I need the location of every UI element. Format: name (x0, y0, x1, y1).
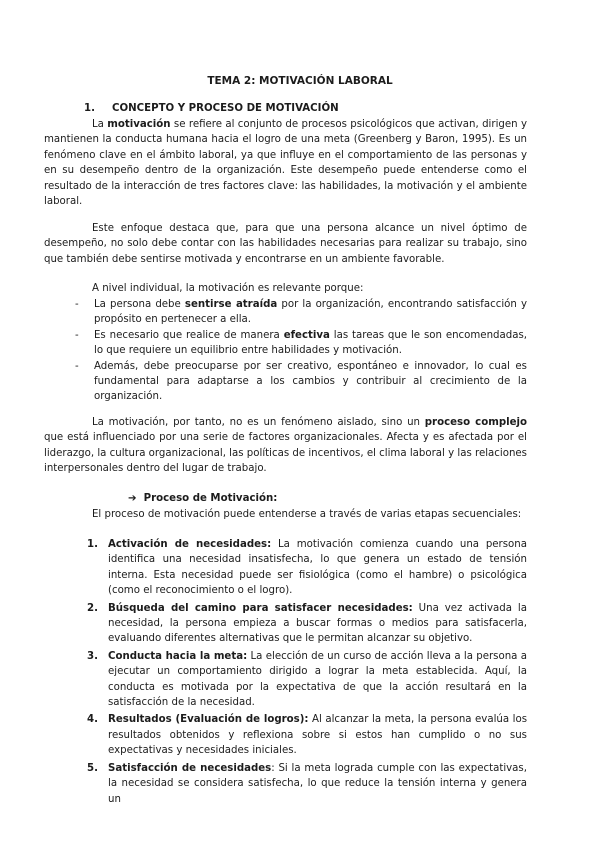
relevance-list (75, 297, 527, 405)
step-title: Conducta hacia la meta: (108, 650, 248, 662)
step-title: Activación de necesidades: (108, 539, 272, 550)
text-run: las tareas que le son encomendadas, lo que requiere un equilibrio entre habilidades y motivación. (94, 329, 527, 357)
step-number: 4. (87, 714, 98, 726)
section-heading (84, 101, 339, 116)
bold-term: proceso complejo (424, 417, 528, 428)
paragraph-definition (44, 117, 527, 209)
step-number: 1. (87, 539, 98, 550)
step-number: 3. (87, 650, 98, 662)
step-text: Al alcanzar la meta, la persona evalúa los resultados obtenidos y reflexiona sobre si estos han cumplido o no sus expectativas y necesidades iniciales. (108, 714, 527, 757)
page-title: TEMA 2: MOTIVACIÓN LABORAL (207, 75, 393, 87)
step-text: La motivación comienza cuando una persona identifica una necesidad insatisfecha, lo que genera un estado de tensión interna. Esta necesidad puede ser fisiológica (como el hambre) o psicológica (como el reconocimiento o el logro). (108, 539, 527, 597)
step-text: Una vez activada la necesidad, la persona empieza a buscar formas o medios para satisfacerla, evaluando diferentes alternativas que le permitan alcanzar su objetivo. (108, 602, 527, 645)
text-run: que está influenciado por una serie de factores organizacionales. Afecta y es afectada por el liderazgo, la cultura organizacional, las políticas de incentivos, el clima laboral y las relaciones interpersonales dentro del lugar de trabajo. (44, 432, 527, 475)
bold-term: efectiva (283, 329, 330, 341)
dash-marker: - (75, 299, 79, 310)
list-item (75, 297, 527, 328)
text-run: Además, debe preocuparse por ser creativo, espontáneo e innovador, lo cual es fundamental para adaptarse a los cambios y contribuir al crecimiento de la organización. (94, 360, 527, 403)
text-run: La (92, 119, 108, 130)
arrow-icon: ➔ (128, 493, 137, 504)
list-item (87, 761, 527, 807)
step-number: 2. (87, 602, 98, 614)
list-item (75, 359, 527, 405)
step-title: Resultados (Evaluación de logros): (108, 714, 309, 726)
process-steps-list (87, 537, 527, 809)
paragraph-process-intro: El proceso de motivación puede entenderse a través de varias etapas secuenciales: (92, 509, 522, 520)
list-item (87, 712, 527, 758)
text-run: por la organización, encontrando satisfacción y propósito en pertenecer a ella. (94, 299, 527, 326)
step-number: 5. (87, 762, 98, 774)
list-item (87, 649, 527, 711)
section-title: CONCEPTO Y PROCESO DE MOTIVACIÓN (112, 103, 339, 114)
text-run: Es necesario que realice de manera (94, 329, 284, 341)
section-number: 1. (84, 103, 95, 114)
subheading-process (128, 491, 277, 506)
paragraph-approach: Este enfoque destaca que, para que una persona alcance un nivel óptimo de desempeño, no solo debe contar con las habilidades necesarias para realizar su trabajo, sino que también debe sentirse motivada y encontrarse en un ambiente favorable. (44, 223, 527, 265)
step-title: Búsqueda del camino para satisfacer necesidades: (108, 602, 413, 614)
step-title: Satisfacción de necesidades (108, 762, 272, 774)
list-item (87, 537, 527, 599)
dash-marker: - (75, 360, 79, 372)
bold-term: motivación (107, 119, 171, 130)
paragraph-relevance-intro: A nivel individual, la motivación es relevante porque: (92, 283, 364, 294)
text-run: se refiere al conjunto de procesos psicológicos que activan, dirigen y mantienen la conducta humana hacia el logro de una meta (Greenberg y Baron, 1995). Es un fenómeno clave en el ámbito laboral, ya que influye en el comportamiento de las personas y en su desempeño dentro de la organización. Este desempeño puede entenderse como el resultado de la interacción de tres factores clave: las habilidades, la motivación y el ambiente laboral. (44, 119, 527, 208)
paragraph-complex-process (44, 415, 527, 477)
step-text: La elección de un curso de acción lleva a la persona a ejecutar un comportamiento dirigido a lograr la meta establecida. Aquí, la conducta es motivada por la expectativa de que la acción resultará en la satisfacción de la necesidad. (108, 650, 527, 709)
text-run: La persona debe (94, 299, 185, 310)
dash-marker: - (75, 329, 79, 341)
list-item (75, 328, 527, 359)
bold-term: sentirse atraída (184, 299, 278, 310)
step-text: : Si la meta lograda cumple con las expectativas, la necesidad se considera satisfecha, lo que reduce la tensión interna y genera un (108, 762, 527, 805)
list-item (87, 601, 527, 647)
text-run: La motivación, por tanto, no es un fenómeno aislado, sino un (92, 417, 425, 428)
subheading-text: Proceso de Motivación: (143, 493, 278, 504)
